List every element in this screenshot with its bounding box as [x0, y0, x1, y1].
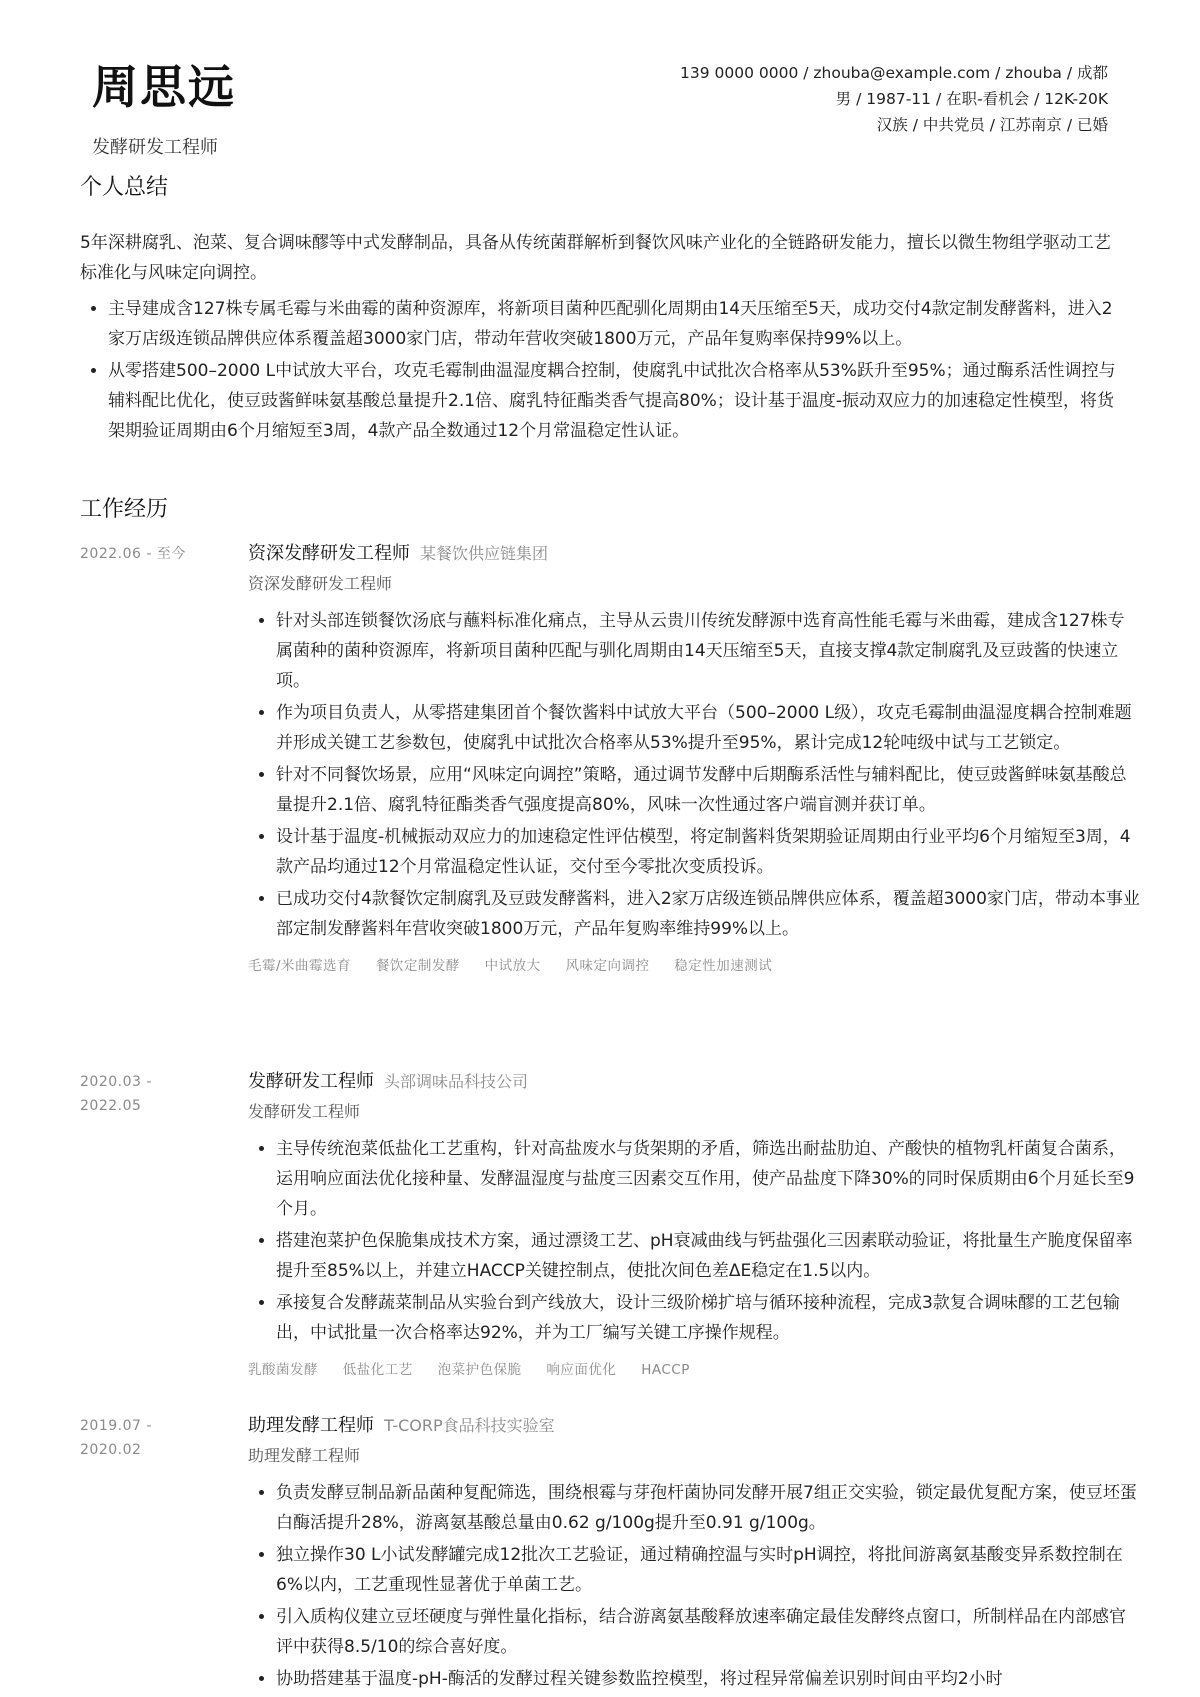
job-bullet: • 设计基于温度-机械振动双应力的加速稳定性评估模型，将定制酱料货架期验证周期由行业平均6个月缩短至3周，4款产品均通过12个月常温稳定性认证，交付至今零批次变质投诉。 [276, 822, 1140, 882]
skill-tag: 响应面优化 [546, 1362, 617, 1378]
job-title: 资深发酵研发工程师 [248, 543, 410, 564]
job-title: 发酵研发工程师 [248, 1071, 374, 1092]
job-bullet: • 针对不同餐饮场景，应用“风味定向调控”策略，通过调节发酵中后期酶系活性与辅料配比，使豆豉酱鲜味氨基酸总量提升2.1倍、腐乳特征酯类香气强度提高80%，风味一次性通过客户端盲测并获订单。 [276, 760, 1140, 820]
job-title-line [248, 1412, 1140, 1440]
summary-bullet: • 从零搭建500–2000 L中试放大平台，攻克毛霉制曲温湿度耦合控制，使腐乳中试批次合格率从53%跃升至95%；通过酶系活性调控与辅料配比优化，使豆豉酱鲜味氨基酸总量提升2.1倍、腐乳特征酯类香气提高80%；设计基于温度-振动双应力的加速稳定性模型，将货架期验证周期由6个月缩短至3周，4款产品全数通过12个月常温稳定性认证。 [108, 356, 1120, 446]
job-body [248, 540, 1140, 974]
contact-info [680, 60, 1108, 138]
job-bullet: • 主导传统泡菜低盐化工艺重构，针对高盐废水与货架期的矛盾，筛选出耐盐肋迫、产酸快的植物乳杆菌复合菌系，运用响应面法优化接种量、发酵温湿度与盐度三因素交互作用，使产品盐度下降30%的同时保质期由6个月延长至9个月。 [276, 1134, 1140, 1224]
job-bullet: • 负责发酵豆制品新品菌种复配筛选，围绕根霉与芽孢杆菌协同发酵开展7组正交实验，锁定最优复配方案，使豆坯蛋白酶活提升28%，游离氨基酸总量由0.62 g/100g提升至0.91 g/100g。 [276, 1478, 1140, 1538]
job-title: 助理发酵工程师 [248, 1415, 374, 1436]
skill-tag: 泡菜护色保脆 [437, 1362, 522, 1378]
summary-bullets [80, 294, 1120, 446]
job-tags [248, 954, 1140, 974]
summary-section-title: 个人总结 [80, 175, 169, 200]
job-bullet: • 已成功交付4款餐饮定制腐乳及豆豉发酵酱料，进入2家万店级连锁品牌供应体系，覆盖超3000家门店，带动本事业部定制发酵酱料年营收突破1800万元，产品年复购率维持99%以上。 [276, 884, 1140, 944]
candidate-role: 发酵研发工程师 [92, 137, 218, 159]
skill-tag: 乳酸菌发酵 [248, 1362, 318, 1378]
header-identity [92, 60, 236, 159]
skill-tag: 中试放大 [484, 958, 541, 974]
job-bullet: • 独立操作30 L小试发酵罐完成12批次工艺验证，通过精确控温与实时pH调控，将批间游离氨基酸变异系数控制在6%以内，工艺重现性显著优于单菌工艺。 [276, 1540, 1140, 1600]
job-entry [80, 1412, 1140, 1696]
job-body [248, 1068, 1140, 1378]
job-title-line [248, 540, 1140, 568]
job-entry [80, 1068, 1140, 1378]
summary-intro: 5年深耕腐乳、泡菜、复合调味醪等中式发酵制品，具备从传统菌群解析到餐饮风味产业化的全链路研发能力，擅长以微生物组学驱动工艺标准化与风味定向调控。 [80, 233, 1111, 283]
job-bullet: • 承接复合发酵蔬菜制品从实验台到产线放大，设计三级阶梯扩培与循环接种流程，完成3款复合调味醪的工艺包输出，中试批量一次合格率达92%，并为工厂编写关键工序操作规程。 [276, 1288, 1140, 1348]
job-role: 助理发酵工程师 [248, 1446, 361, 1465]
summary-section [80, 228, 1120, 448]
skill-tag: 稳定性加速测试 [674, 958, 773, 974]
contact-line-personal: 男 / 1987-11 / 在职-看机会 / 12K-20K [835, 90, 1108, 108]
job-bullet: • 协助搭建基于温度-pH-酶活的发酵过程关键参数监控模型，将过程异常偏差识别时间由平均2小时 [276, 1664, 1140, 1694]
job-company: T-CORP食品科技实验室 [384, 1416, 555, 1435]
job-entry [80, 540, 1140, 974]
skill-tag: 餐饮定制发酵 [375, 958, 460, 974]
summary-bullet: • 主导建成含127株专属毛霉与米曲霉的菌种资源库，将新项目菌种匹配驯化周期由14天压缩至5天，成功交付4款定制发酵酱料，进入2家万店级连锁品牌供应体系覆盖超3000家门店，带动年营收突破1800万元，产品年复购率保持99%以上。 [108, 294, 1120, 354]
job-bullet: • 搭建泡菜护色保脆集成技术方案，通过漂烫工艺、pH衰减曲线与钙盐强化三因素联动验证，将批量生产脆度保留率提升至85%以上，并建立HACCP关键控制点，使批次间色差ΔE稳定在1.5以内。 [276, 1226, 1140, 1286]
job-company: 某餐饮供应链集团 [420, 544, 549, 563]
job-period: 2022.06 - 至今 [80, 546, 186, 562]
experience-section-title: 工作经历 [80, 497, 169, 522]
job-tags [248, 1358, 1140, 1378]
job-role: 资深发酵研发工程师 [248, 574, 393, 593]
job-bullet: • 针对头部连锁餐饮汤底与蘸料标准化痛点，主导从云贵川传统发酵源中选育高性能毛霉与米曲霉，建成含127株专属菌种的菌种资源库，将新项目菌种匹配与驯化周期由14天压缩至5天，直接支撑4款定制腐乳及豆豉酱的快速立项。 [276, 606, 1140, 696]
job-bullet: • 作为项目负责人，从零搭建集团首个餐饮酱料中试放大平台（500–2000 L级），攻克毛霉制曲温湿度耦合控制难题并形成关键工艺参数包，使腐乳中试批次合格率从53%提升至95%，累计完成12轮吨级中试与工艺锁定。 [276, 698, 1140, 758]
skill-tag: 风味定向调控 [565, 958, 650, 974]
job-body [248, 1412, 1140, 1694]
job-bullets [248, 606, 1140, 944]
job-company: 头部调味品科技公司 [384, 1072, 529, 1091]
job-period: 2019.07 - 2020.02 [80, 1418, 152, 1458]
skill-tag: 毛霉/米曲霉选育 [248, 958, 352, 974]
skill-tag: HACCP [641, 1362, 690, 1378]
candidate-name: 周思远 [92, 60, 236, 114]
job-bullets [248, 1478, 1140, 1694]
job-title-line [248, 1068, 1140, 1096]
job-role: 发酵研发工程师 [248, 1102, 361, 1121]
skill-tag: 低盐化工艺 [342, 1362, 413, 1378]
job-period: 2020.03 - 2022.05 [80, 1074, 152, 1114]
contact-line-background: 汉族 / 中共党员 / 江苏南京 / 已婚 [876, 116, 1108, 134]
contact-line-phone-email: 139 0000 0000 / zhouba@example.com / zhouba / 成都 [679, 64, 1108, 82]
job-bullets [248, 1134, 1140, 1348]
job-bullet: • 引入质构仪建立豆坯硬度与弹性量化指标，结合游离氨基酸释放速率确定最佳发酵终点窗口，所制样品在内部感官评中获得8.5/10的综合喜好度。 [276, 1602, 1140, 1662]
